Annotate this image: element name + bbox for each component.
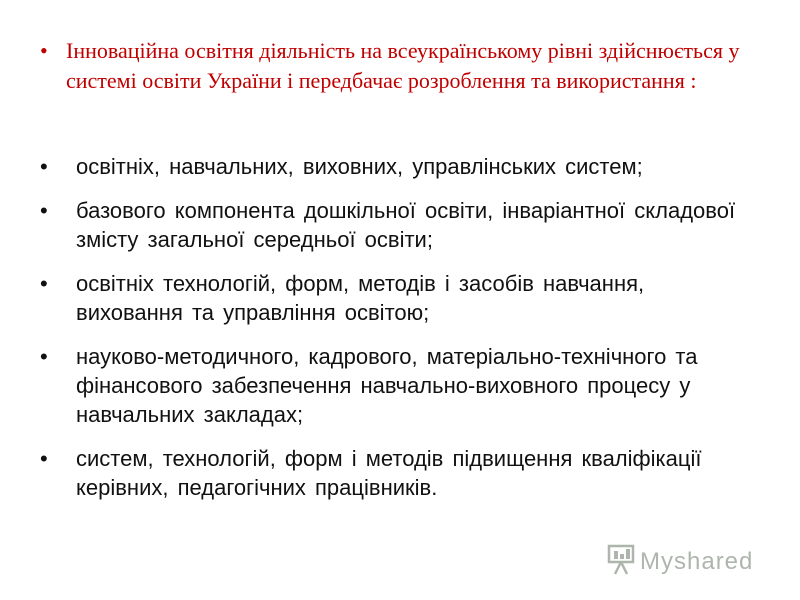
list-item-text: базового компонента дошкільної освіти, інваріантної складової змісту загальної середньої освіти; — [76, 198, 736, 252]
list-item — [40, 269, 756, 327]
list-bullet: • — [40, 271, 48, 296]
list-bullet: • — [40, 154, 48, 179]
list-bullet: • — [40, 198, 48, 223]
intro-paragraph — [40, 36, 756, 96]
list-item — [40, 196, 756, 254]
list-item-text: систем, технологій, форм і методів підвищення кваліфікації керівних, педагогічних працівників. — [76, 446, 702, 500]
list-item — [40, 342, 756, 429]
list-bullet: • — [40, 344, 48, 369]
list-item — [40, 152, 756, 181]
intro-text: Інноваційна освітня діяльність на всеукраїнському рівні здійснюється у системі освіти України і передбачає розроблення та використання : — [66, 38, 740, 93]
list-item — [40, 444, 756, 502]
watermark — [606, 536, 766, 576]
list-item-text: науково-методичного, кадрового, матеріально-технічного та фінансового забезпечення навчально-виховного процесу у навчальних закладах; — [76, 344, 698, 427]
list-item-text: освітніх, навчальних, виховних, управлінських систем; — [76, 154, 643, 179]
presentation-logo-icon — [606, 542, 636, 576]
intro-bullet: • — [40, 38, 48, 63]
watermark-text: Myshared — [640, 548, 754, 575]
bullet-list — [40, 152, 756, 502]
list-bullet: • — [40, 446, 48, 471]
list-item-text: освітніх технологій, форм, методів і засобів навчання, виховання та управління освітою; — [76, 271, 645, 325]
